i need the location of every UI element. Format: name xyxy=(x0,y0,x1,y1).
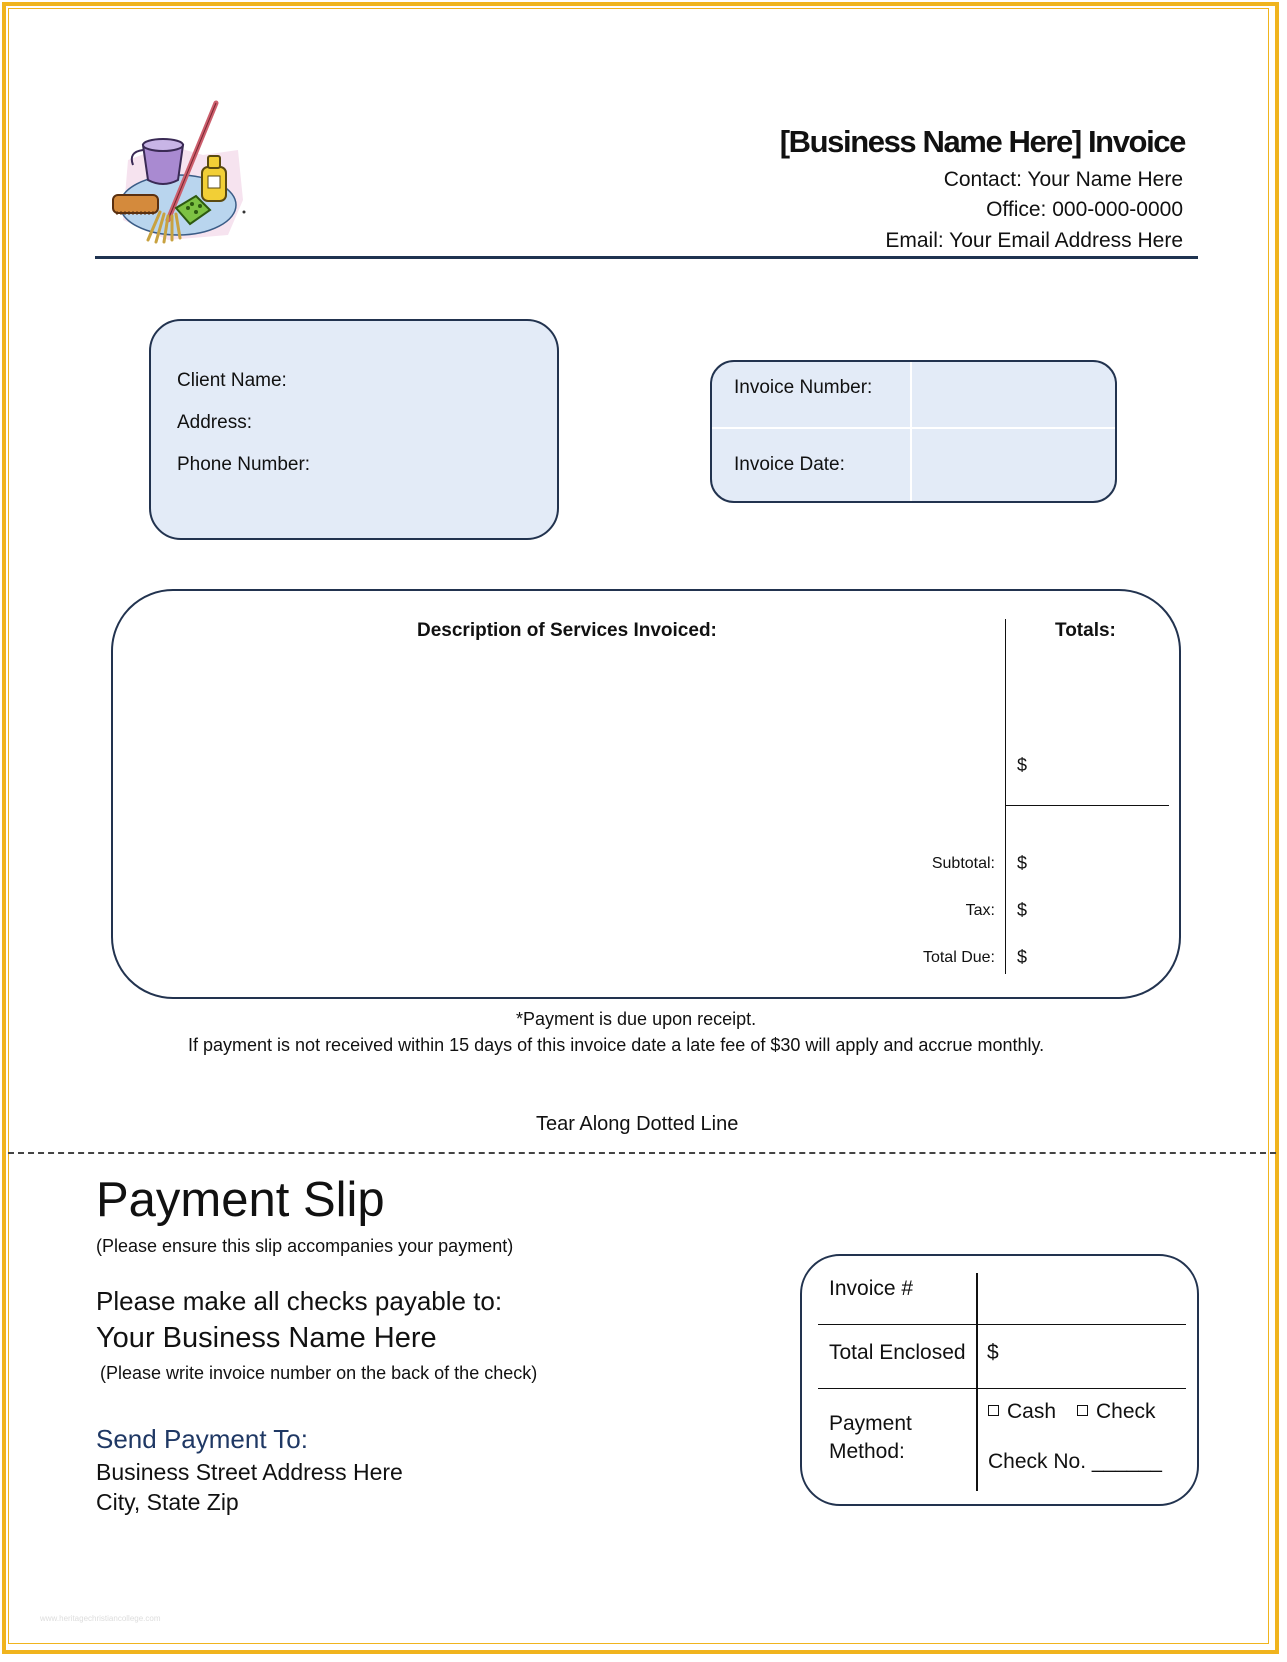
total-due-label: Total Due: xyxy=(922,949,995,966)
totals-rule xyxy=(1006,805,1169,806)
payment-box-divider xyxy=(976,1273,978,1491)
cleaning-supplies-icon xyxy=(108,100,263,255)
services-box xyxy=(111,589,1181,999)
invoice-box-row-divider xyxy=(712,427,1115,429)
payment-due-note: *Payment is due upon receipt. xyxy=(516,1009,757,1029)
cash-option[interactable] xyxy=(988,1400,1056,1424)
business-title: [Business Name Here] Invoice xyxy=(779,124,1185,159)
payable-to-label: Please make all checks payable to: xyxy=(96,1286,503,1316)
street-address: Business Street Address Here xyxy=(96,1459,403,1485)
invoice-date-label: Invoice Date: xyxy=(734,454,845,475)
payment-box-rule-1 xyxy=(818,1324,1186,1325)
contact-name: Contact: Your Name Here xyxy=(943,168,1183,191)
invoice-number-label: Invoice Number: xyxy=(734,377,873,398)
payable-business-name: Your Business Name Here xyxy=(96,1322,437,1354)
late-fee-note: If payment is not received within 15 days of this invoice date a late fee of $30 will apply and accrue monthly. xyxy=(188,1035,1045,1055)
check-option-label: Check xyxy=(1096,1400,1156,1423)
client-name-label: Client Name: xyxy=(177,370,287,391)
tax-label: Tax: xyxy=(965,902,995,919)
invoice-hash-label: Invoice # xyxy=(829,1277,914,1300)
tax-dollar: $ xyxy=(1017,900,1028,920)
total-due-dollar: $ xyxy=(1017,947,1028,967)
subtotal-dollar: $ xyxy=(1017,853,1028,873)
cash-option-label: Cash xyxy=(1007,1400,1057,1423)
total-enclosed-label: Total Enclosed xyxy=(829,1341,966,1364)
check-number-field[interactable]: Check No. ______ xyxy=(988,1450,1162,1473)
payment-slip-title: Payment Slip xyxy=(96,1173,385,1227)
check-option[interactable] xyxy=(1077,1400,1156,1424)
header-divider xyxy=(95,256,1198,259)
total-enclosed-dollar: $ xyxy=(987,1341,999,1364)
email-address: Email: Your Email Address Here xyxy=(885,229,1183,252)
payment-slip-subtitle: (Please ensure this slip accompanies your payment) xyxy=(96,1236,514,1256)
subtotal-label: Subtotal: xyxy=(931,855,995,872)
tear-dotted-line xyxy=(8,1152,1276,1154)
address-label: Address: xyxy=(177,412,252,433)
invoice-box-divider xyxy=(910,362,912,501)
payment-method-label: Payment Method: xyxy=(829,1412,912,1463)
cash-checkbox[interactable] xyxy=(988,1405,999,1416)
invoice-info-box xyxy=(710,360,1117,503)
phone-number-label: Phone Number: xyxy=(177,454,311,475)
totals-header: Totals: xyxy=(1055,620,1116,641)
line-total-dollar: $ xyxy=(1017,755,1028,775)
payment-details-box xyxy=(800,1254,1199,1506)
payment-box-rule-2 xyxy=(818,1388,1186,1389)
office-phone: Office: 000-000-0000 xyxy=(986,198,1183,221)
services-description-header: Description of Services Invoiced: xyxy=(417,620,717,641)
totals-column-divider xyxy=(1005,619,1006,974)
watermark-text: www.heritagechristiancollege.com xyxy=(40,1614,161,1623)
check-note: (Please write invoice number on the back of the check) xyxy=(100,1363,538,1383)
check-checkbox[interactable] xyxy=(1077,1405,1088,1416)
tear-line-label: Tear Along Dotted Line xyxy=(536,1113,739,1135)
send-payment-heading: Send Payment To: xyxy=(96,1424,308,1454)
client-info-box xyxy=(149,319,559,540)
city-state-zip: City, State Zip xyxy=(96,1489,239,1515)
